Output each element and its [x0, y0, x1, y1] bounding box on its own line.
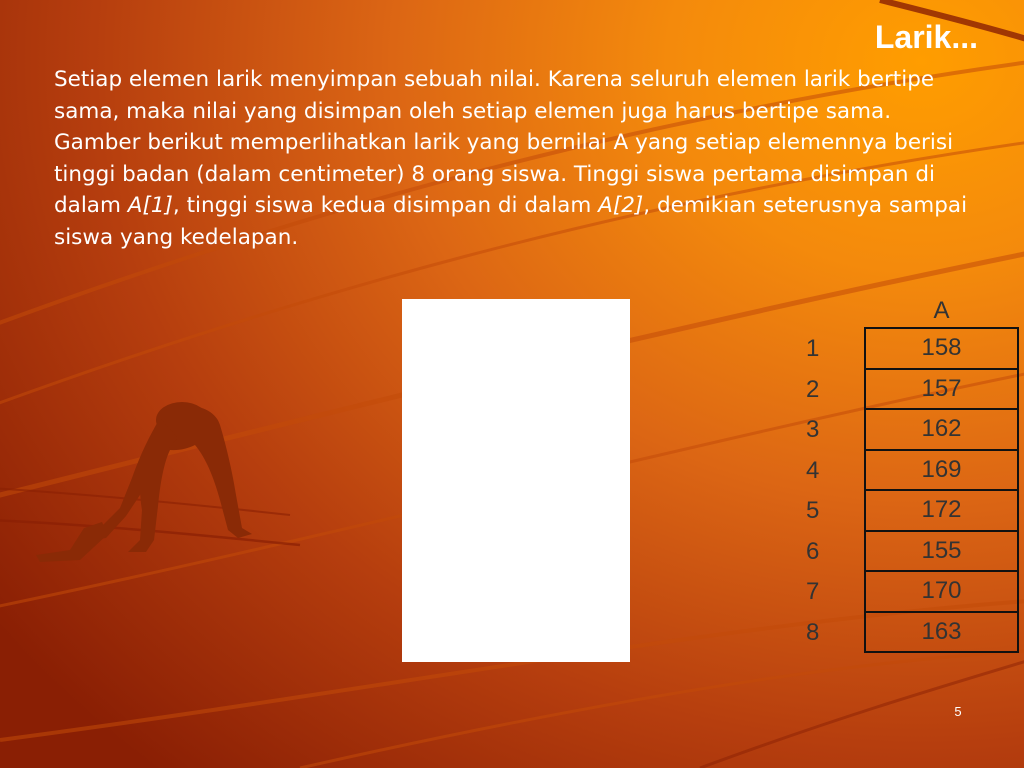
array-cell: 172 [864, 491, 1019, 532]
array-row [806, 532, 1019, 573]
array-row [806, 370, 1019, 411]
array-row [806, 491, 1019, 532]
array-ref-a2: A[2] [598, 193, 644, 219]
array-figure [402, 297, 962, 662]
array-index: 7 [806, 578, 820, 606]
array-cell: 169 [864, 451, 1019, 492]
array-cell: 155 [864, 532, 1019, 573]
array-cell: 162 [864, 410, 1019, 451]
body-text-part-2: , tinggi siswa kedua disimpan di dalam [172, 193, 599, 219]
array-row [806, 329, 1019, 370]
array-cell: 163 [864, 613, 1019, 654]
array-index: 6 [806, 537, 820, 565]
array-index: 1 [806, 335, 820, 363]
array-row [806, 613, 1019, 654]
array-row [806, 572, 1019, 613]
array-row [806, 451, 1019, 492]
array-cells [806, 327, 1019, 653]
array-index: 8 [806, 618, 820, 646]
array-cell: 170 [864, 572, 1019, 613]
array-cell: 157 [864, 370, 1019, 411]
body-paragraph [54, 64, 984, 254]
slide-title: Larik... [874, 19, 978, 55]
array-index: 4 [806, 456, 820, 484]
body-text-part-1: Setiap elemen larik menyimpan sebuah nilai. Karena seluruh elemen larik bertipe sama, maka nilai yang disimpan oleh setiap elemen juga harus bertipe sama. Gamber berikut memperlihatkan larik yang bernilai A yang setiap elemennya berisi tinggi badan (dalam centimeter) 8 orang siswa. Tinggi siswa pertama disimpan di dalam [54, 67, 954, 219]
array-cell: 158 [864, 329, 1019, 370]
array-name-label: A [933, 297, 950, 324]
array-index: 2 [806, 375, 820, 403]
array-row [806, 410, 1019, 451]
array-index: 5 [806, 497, 820, 525]
array-index: 3 [806, 416, 820, 444]
page-number: 5 [954, 704, 962, 719]
array-ref-a1: A[1] [127, 193, 173, 219]
body-text-part-3: , demikian seterusnya sampai siswa yang kedelapan. [54, 193, 968, 250]
